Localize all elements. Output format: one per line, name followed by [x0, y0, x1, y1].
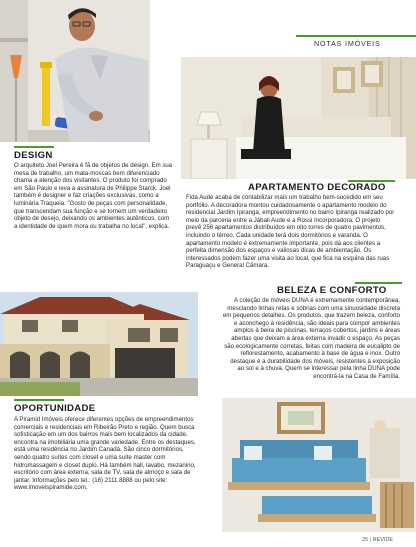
page-number: 25 — [362, 537, 369, 543]
page-footer — [362, 537, 393, 543]
beleza-title: BELEZA E CONFORTO — [277, 285, 387, 296]
magazine-name: REVIDE — [372, 537, 394, 543]
house-photo — [0, 292, 198, 396]
apartamento-title: APARTAMENTO DECORADO — [248, 182, 386, 193]
design-title: DESIGN — [14, 150, 53, 161]
apartamento-body: Fida Aude acaba de contabilizar mais um trabalho bem-sucedido em seu portfólio. A decoradora montou cuidadosamente o apartamento modelo do residencial Jardim Ipiranga, empreendimento no bairro Ipiranga realizado por meio da parceria entre a Jábali Aude e a Rossi Incorporadora. O projeto prevê 256 apartamentos distribuídos em oito torres de quatro pavimentos, incluindo o térreo. Cada unidade terá dois dormitórios e varanda. O apartamento modelo é extremamente importante, pois dá aos clientes a perfeita dimensão dos espaços e valiosas dicas de ambientação. Os interessados podem fazer uma visita ao local, que fica na esquina das ruas Paraguaçu e General Câmara. — [186, 194, 395, 270]
section-header: NOTAS IMÓVEIS — [314, 39, 381, 48]
beleza-body: A coleção de móveis DUNA é extremamente contemporânea, mesclando linhas retas e sóbrias com uma sinuosidade discreta em pequenos detalhes. Os produtos, que trazem beleza, conforto e aconchego à residência, são ideais para compor ambientes amplos à beira de piscinas, terraços cobertos, jardins e áreas abertas que deixam a área externa invadir o espaço. As peças são ecologicamente corretas, feitas com madeira de eucalipto de reflorestamento, acabamento à base de água e inox. Outro destaque é a durabilidade dos móveis, resistentes à exposição ao sol e à chuva. Quem se interessar pela linha DUNA pode encontrá-la na Casa de Família. — [222, 297, 400, 380]
section-header-bar — [296, 35, 416, 37]
apartment-photo — [181, 57, 416, 179]
design-rule — [14, 146, 54, 148]
designer-photo — [0, 0, 150, 142]
oportunidade-title: OPORTUNIDADE — [14, 403, 96, 414]
oportunidade-body: A Piramid Imóveis oferece diferentes opções de empreendimentos comerciais e residenciais em Ribeirão Preto e região. Quem busca sofisticação em um dos bairros mais bem localizados da cidade, encontra na imobiliária uma grande variedade. Entre os destaques, está uma residência no Jardim Canadá. São cinco dormitórios, sendo quatro suítes com closet e uma suíte master com hidromassagem e closet duplo. Há também hall, lavabo, mezanino, escritório com área externa, sala de TV, sala de almoço e sala de jantar. Informações pelo tel.: (16) 2111.8888 ou pelo site: www.imoveispiramide.com. — [14, 416, 196, 492]
oportunidade-rule — [14, 399, 64, 401]
sofa-photo — [222, 398, 416, 532]
beleza-rule — [355, 282, 402, 284]
design-body: O arquiteto Joel Pereira é fã de objetos de design. Em sua mesa de trabalho, um mata-moscas bem diferenciado chama a atenção dos visitantes. O produto foi comprado em São Paulo e leva a assinatura de Philippe Starck. Joel também é designer e faz criações exclusivas, como a luminária Traqueia. "Gosto de peças com personalidade, que transcendam sua função e se tornem um verdadeiro objeto de desejo, deixando os ambientes autênticos, com a identidade de quem mora ou trabalha no local", explica. — [14, 162, 173, 230]
footer-separator: | — [369, 537, 372, 543]
